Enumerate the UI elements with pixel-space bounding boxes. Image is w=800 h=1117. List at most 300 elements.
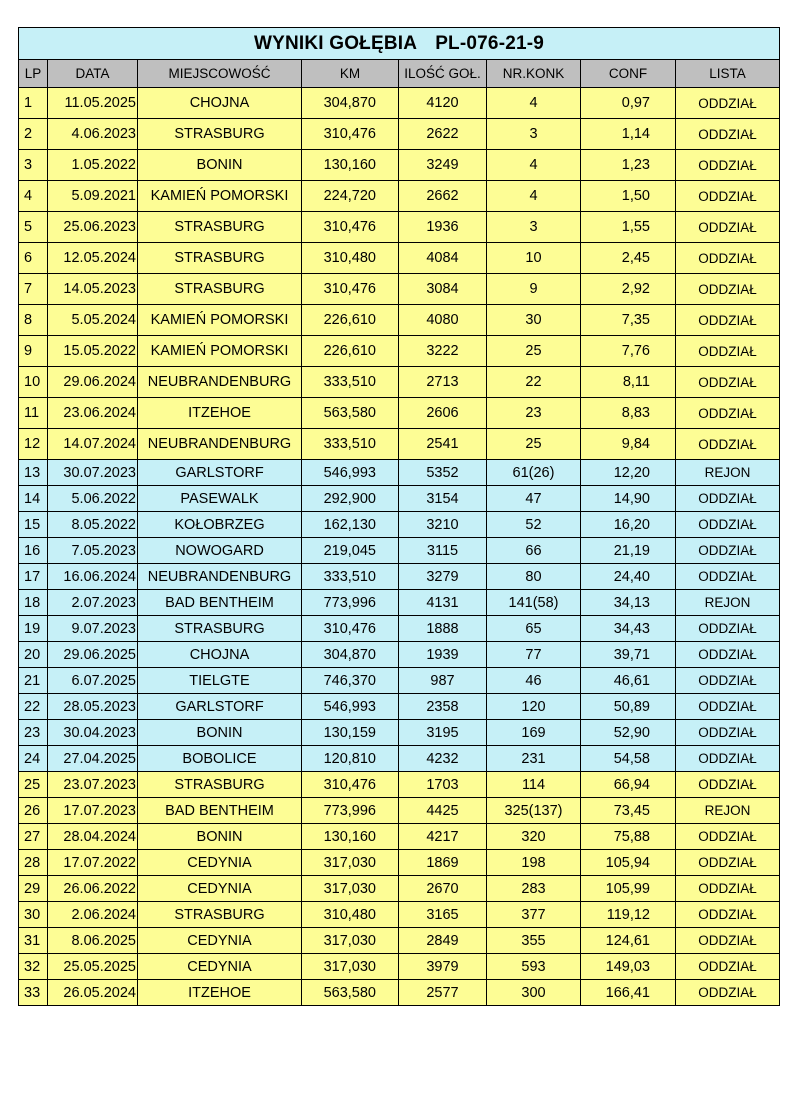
table-row [19, 824, 780, 850]
cell-place: STRASBURG [138, 212, 302, 243]
cell-date: 1.05.2022 [48, 150, 138, 181]
cell-position: 300 [487, 980, 581, 1006]
cell-list: ODDZIAŁ [676, 88, 780, 119]
cell-coefficient: 54,58 [581, 746, 676, 772]
cell-coefficient: 24,40 [581, 564, 676, 590]
cell-place: STRASBURG [138, 274, 302, 305]
cell-date: 4.06.2023 [48, 119, 138, 150]
table-row [19, 772, 780, 798]
cell-km: 310,476 [302, 119, 399, 150]
cell-coefficient: 105,94 [581, 850, 676, 876]
cell-list: ODDZIAŁ [676, 512, 780, 538]
cell-lp: 18 [19, 590, 48, 616]
cell-list: ODDZIAŁ [676, 150, 780, 181]
cell-lp: 11 [19, 398, 48, 429]
cell-place: PASEWALK [138, 486, 302, 512]
cell-date: 12.05.2024 [48, 243, 138, 274]
cell-date: 29.06.2025 [48, 642, 138, 668]
cell-list: ODDZIAŁ [676, 429, 780, 460]
cell-pigeon-count: 3084 [399, 274, 487, 305]
cell-position: 25 [487, 336, 581, 367]
cell-date: 14.07.2024 [48, 429, 138, 460]
cell-position: 25 [487, 429, 581, 460]
cell-place: CEDYNIA [138, 928, 302, 954]
column-header-conf: CONF [581, 60, 676, 88]
cell-date: 23.06.2024 [48, 398, 138, 429]
cell-lp: 4 [19, 181, 48, 212]
cell-list: ODDZIAŁ [676, 274, 780, 305]
cell-lp: 27 [19, 824, 48, 850]
table-row [19, 538, 780, 564]
cell-pigeon-count: 987 [399, 668, 487, 694]
cell-pigeon-count: 3249 [399, 150, 487, 181]
cell-km: 130,160 [302, 824, 399, 850]
cell-position: 22 [487, 367, 581, 398]
cell-date: 17.07.2022 [48, 850, 138, 876]
cell-km: 333,510 [302, 564, 399, 590]
cell-pigeon-count: 1939 [399, 642, 487, 668]
cell-km: 310,480 [302, 902, 399, 928]
cell-position: 120 [487, 694, 581, 720]
table-row [19, 902, 780, 928]
cell-list: ODDZIAŁ [676, 398, 780, 429]
cell-place: BONIN [138, 720, 302, 746]
cell-date: 26.06.2022 [48, 876, 138, 902]
cell-position: 66 [487, 538, 581, 564]
cell-date: 23.07.2023 [48, 772, 138, 798]
cell-lp: 28 [19, 850, 48, 876]
cell-list: ODDZIAŁ [676, 850, 780, 876]
cell-km: 546,993 [302, 694, 399, 720]
cell-pigeon-count: 1869 [399, 850, 487, 876]
cell-km: 746,370 [302, 668, 399, 694]
cell-coefficient: 39,71 [581, 642, 676, 668]
cell-list: ODDZIAŁ [676, 980, 780, 1006]
cell-km: 310,476 [302, 616, 399, 642]
table-row [19, 150, 780, 181]
cell-coefficient: 0,97 [581, 88, 676, 119]
cell-coefficient: 16,20 [581, 512, 676, 538]
cell-lp: 6 [19, 243, 48, 274]
cell-coefficient: 105,99 [581, 876, 676, 902]
cell-lp: 23 [19, 720, 48, 746]
cell-position: 46 [487, 668, 581, 694]
cell-lp: 26 [19, 798, 48, 824]
cell-km: 219,045 [302, 538, 399, 564]
table-row [19, 119, 780, 150]
cell-coefficient: 46,61 [581, 668, 676, 694]
cell-list: ODDZIAŁ [676, 564, 780, 590]
cell-lp: 5 [19, 212, 48, 243]
cell-lp: 22 [19, 694, 48, 720]
cell-coefficient: 8,83 [581, 398, 676, 429]
cell-place: GARLSTORF [138, 460, 302, 486]
cell-place: STRASBURG [138, 772, 302, 798]
cell-place: NEUBRANDENBURG [138, 367, 302, 398]
table-body [19, 88, 780, 1006]
cell-lp: 7 [19, 274, 48, 305]
table-row [19, 642, 780, 668]
cell-date: 9.07.2023 [48, 616, 138, 642]
cell-date: 25.06.2023 [48, 212, 138, 243]
cell-pigeon-count: 4232 [399, 746, 487, 772]
cell-pigeon-count: 1936 [399, 212, 487, 243]
cell-date: 2.06.2024 [48, 902, 138, 928]
cell-km: 304,870 [302, 88, 399, 119]
cell-pigeon-count: 2849 [399, 928, 487, 954]
cell-pigeon-count: 2541 [399, 429, 487, 460]
cell-pigeon-count: 2662 [399, 181, 487, 212]
cell-km: 310,476 [302, 772, 399, 798]
cell-lp: 10 [19, 367, 48, 398]
table-row [19, 274, 780, 305]
cell-coefficient: 1,55 [581, 212, 676, 243]
table-row [19, 798, 780, 824]
cell-list: ODDZIAŁ [676, 538, 780, 564]
cell-date: 14.05.2023 [48, 274, 138, 305]
cell-lp: 9 [19, 336, 48, 367]
cell-place: BAD BENTHEIM [138, 798, 302, 824]
cell-list: REJON [676, 460, 780, 486]
cell-position: 593 [487, 954, 581, 980]
cell-position: 4 [487, 88, 581, 119]
cell-km: 317,030 [302, 928, 399, 954]
cell-lp: 30 [19, 902, 48, 928]
cell-coefficient: 8,11 [581, 367, 676, 398]
cell-date: 28.04.2024 [48, 824, 138, 850]
cell-coefficient: 166,41 [581, 980, 676, 1006]
cell-pigeon-count: 4084 [399, 243, 487, 274]
cell-position: 169 [487, 720, 581, 746]
cell-position: 3 [487, 119, 581, 150]
cell-place: CEDYNIA [138, 954, 302, 980]
cell-coefficient: 2,45 [581, 243, 676, 274]
table-row [19, 486, 780, 512]
cell-pigeon-count: 3979 [399, 954, 487, 980]
column-header-km: KM [302, 60, 399, 88]
cell-date: 5.09.2021 [48, 181, 138, 212]
cell-lp: 20 [19, 642, 48, 668]
cell-km: 773,996 [302, 798, 399, 824]
cell-coefficient: 75,88 [581, 824, 676, 850]
cell-position: 61(26) [487, 460, 581, 486]
cell-date: 6.07.2025 [48, 668, 138, 694]
table-title [19, 28, 780, 60]
cell-place: BONIN [138, 824, 302, 850]
table-row [19, 460, 780, 486]
cell-pigeon-count: 4425 [399, 798, 487, 824]
cell-place: KAMIEŃ POMORSKI [138, 181, 302, 212]
cell-place: CEDYNIA [138, 876, 302, 902]
cell-position: 47 [487, 486, 581, 512]
cell-place: STRASBURG [138, 243, 302, 274]
cell-pigeon-count: 3195 [399, 720, 487, 746]
cell-list: ODDZIAŁ [676, 876, 780, 902]
column-header-row [19, 60, 780, 88]
table-row [19, 336, 780, 367]
cell-km: 773,996 [302, 590, 399, 616]
cell-list: ODDZIAŁ [676, 616, 780, 642]
cell-lp: 1 [19, 88, 48, 119]
cell-coefficient: 14,90 [581, 486, 676, 512]
cell-list: ODDZIAŁ [676, 243, 780, 274]
cell-place: ITZEHOE [138, 980, 302, 1006]
cell-position: 4 [487, 181, 581, 212]
table-row [19, 694, 780, 720]
cell-list: REJON [676, 798, 780, 824]
cell-date: 16.06.2024 [48, 564, 138, 590]
cell-km: 317,030 [302, 876, 399, 902]
cell-pigeon-count: 3210 [399, 512, 487, 538]
cell-list: ODDZIAŁ [676, 720, 780, 746]
cell-place: STRASBURG [138, 902, 302, 928]
cell-lp: 19 [19, 616, 48, 642]
cell-list: ODDZIAŁ [676, 212, 780, 243]
cell-place: TIELGTE [138, 668, 302, 694]
cell-km: 304,870 [302, 642, 399, 668]
cell-pigeon-count: 4120 [399, 88, 487, 119]
cell-list: ODDZIAŁ [676, 694, 780, 720]
cell-position: 325(137) [487, 798, 581, 824]
cell-pigeon-count: 4217 [399, 824, 487, 850]
cell-coefficient: 66,94 [581, 772, 676, 798]
title-row [19, 28, 780, 60]
cell-km: 310,476 [302, 212, 399, 243]
cell-coefficient: 73,45 [581, 798, 676, 824]
cell-km: 333,510 [302, 367, 399, 398]
cell-list: ODDZIAŁ [676, 902, 780, 928]
cell-list: ODDZIAŁ [676, 305, 780, 336]
column-header-lp: LP [19, 60, 48, 88]
cell-coefficient: 21,19 [581, 538, 676, 564]
cell-lp: 29 [19, 876, 48, 902]
pigeon-id: PL-076-21-9 [435, 32, 545, 54]
cell-km: 333,510 [302, 429, 399, 460]
table-row [19, 876, 780, 902]
cell-list: ODDZIAŁ [676, 824, 780, 850]
cell-date: 30.04.2023 [48, 720, 138, 746]
column-header-nr-konk: NR.KONK [487, 60, 581, 88]
cell-lp: 3 [19, 150, 48, 181]
cell-list: ODDZIAŁ [676, 928, 780, 954]
cell-km: 563,580 [302, 980, 399, 1006]
cell-position: 377 [487, 902, 581, 928]
column-header-lista: LISTA [676, 60, 780, 88]
cell-place: ITZEHOE [138, 398, 302, 429]
cell-place: NOWOGARD [138, 538, 302, 564]
cell-lp: 2 [19, 119, 48, 150]
cell-pigeon-count: 5352 [399, 460, 487, 486]
cell-list: ODDZIAŁ [676, 119, 780, 150]
cell-date: 29.06.2024 [48, 367, 138, 398]
cell-pigeon-count: 3115 [399, 538, 487, 564]
cell-km: 130,160 [302, 150, 399, 181]
title-text: WYNIKI GOŁĘBIA [253, 32, 418, 54]
cell-pigeon-count: 2670 [399, 876, 487, 902]
cell-list: REJON [676, 590, 780, 616]
cell-list: ODDZIAŁ [676, 486, 780, 512]
table-row [19, 720, 780, 746]
cell-place: STRASBURG [138, 119, 302, 150]
cell-coefficient: 2,92 [581, 274, 676, 305]
cell-position: 80 [487, 564, 581, 590]
cell-lp: 24 [19, 746, 48, 772]
table-row [19, 398, 780, 429]
cell-date: 2.07.2023 [48, 590, 138, 616]
cell-lp: 15 [19, 512, 48, 538]
cell-date: 8.05.2022 [48, 512, 138, 538]
cell-pigeon-count: 2577 [399, 980, 487, 1006]
cell-date: 30.07.2023 [48, 460, 138, 486]
cell-list: ODDZIAŁ [676, 746, 780, 772]
cell-pigeon-count: 3154 [399, 486, 487, 512]
cell-place: STRASBURG [138, 616, 302, 642]
cell-place: GARLSTORF [138, 694, 302, 720]
cell-coefficient: 9,84 [581, 429, 676, 460]
table-row [19, 954, 780, 980]
cell-date: 15.05.2022 [48, 336, 138, 367]
cell-pigeon-count: 1703 [399, 772, 487, 798]
table-row [19, 212, 780, 243]
column-header-miejscowosc: MIEJSCOWOŚĆ [138, 60, 302, 88]
cell-position: 320 [487, 824, 581, 850]
table-row [19, 850, 780, 876]
cell-pigeon-count: 1888 [399, 616, 487, 642]
cell-coefficient: 7,76 [581, 336, 676, 367]
cell-place: CEDYNIA [138, 850, 302, 876]
cell-date: 26.05.2024 [48, 980, 138, 1006]
cell-position: 283 [487, 876, 581, 902]
cell-position: 231 [487, 746, 581, 772]
table-row [19, 616, 780, 642]
cell-pigeon-count: 2622 [399, 119, 487, 150]
cell-date: 5.05.2024 [48, 305, 138, 336]
column-header-ilosc: ILOŚĆ GOŁ. [399, 60, 487, 88]
table-row [19, 305, 780, 336]
cell-km: 226,610 [302, 336, 399, 367]
cell-place: BAD BENTHEIM [138, 590, 302, 616]
cell-position: 3 [487, 212, 581, 243]
cell-pigeon-count: 3165 [399, 902, 487, 928]
cell-list: ODDZIAŁ [676, 642, 780, 668]
table-row [19, 746, 780, 772]
cell-place: CHOJNA [138, 642, 302, 668]
cell-lp: 8 [19, 305, 48, 336]
cell-km: 226,610 [302, 305, 399, 336]
cell-coefficient: 119,12 [581, 902, 676, 928]
cell-date: 17.07.2023 [48, 798, 138, 824]
cell-pigeon-count: 2713 [399, 367, 487, 398]
cell-place: BONIN [138, 150, 302, 181]
cell-list: ODDZIAŁ [676, 181, 780, 212]
cell-position: 23 [487, 398, 581, 429]
cell-km: 162,130 [302, 512, 399, 538]
cell-pigeon-count: 3279 [399, 564, 487, 590]
table-row [19, 88, 780, 119]
cell-km: 310,476 [302, 274, 399, 305]
cell-km: 224,720 [302, 181, 399, 212]
cell-position: 52 [487, 512, 581, 538]
cell-lp: 16 [19, 538, 48, 564]
cell-coefficient: 50,89 [581, 694, 676, 720]
cell-coefficient: 1,50 [581, 181, 676, 212]
cell-pigeon-count: 2606 [399, 398, 487, 429]
table-row [19, 429, 780, 460]
cell-position: 65 [487, 616, 581, 642]
cell-lp: 17 [19, 564, 48, 590]
results-table [18, 27, 780, 1006]
cell-km: 120,810 [302, 746, 399, 772]
cell-date: 28.05.2023 [48, 694, 138, 720]
cell-date: 27.04.2025 [48, 746, 138, 772]
cell-coefficient: 124,61 [581, 928, 676, 954]
cell-km: 310,480 [302, 243, 399, 274]
cell-coefficient: 52,90 [581, 720, 676, 746]
cell-km: 130,159 [302, 720, 399, 746]
table-row [19, 668, 780, 694]
cell-place: KAMIEŃ POMORSKI [138, 305, 302, 336]
cell-pigeon-count: 4080 [399, 305, 487, 336]
cell-coefficient: 12,20 [581, 460, 676, 486]
cell-list: ODDZIAŁ [676, 772, 780, 798]
cell-place: BOBOLICE [138, 746, 302, 772]
cell-place: KAMIEŃ POMORSKI [138, 336, 302, 367]
column-header-data: DATA [48, 60, 138, 88]
cell-lp: 13 [19, 460, 48, 486]
table-row [19, 243, 780, 274]
cell-coefficient: 1,14 [581, 119, 676, 150]
cell-list: ODDZIAŁ [676, 336, 780, 367]
cell-lp: 31 [19, 928, 48, 954]
cell-position: 355 [487, 928, 581, 954]
table-row [19, 590, 780, 616]
cell-date: 7.05.2023 [48, 538, 138, 564]
cell-date: 11.05.2025 [48, 88, 138, 119]
cell-position: 4 [487, 150, 581, 181]
cell-pigeon-count: 2358 [399, 694, 487, 720]
table-row [19, 181, 780, 212]
cell-lp: 14 [19, 486, 48, 512]
cell-position: 30 [487, 305, 581, 336]
cell-pigeon-count: 4131 [399, 590, 487, 616]
cell-list: ODDZIAŁ [676, 367, 780, 398]
cell-position: 141(58) [487, 590, 581, 616]
cell-position: 77 [487, 642, 581, 668]
cell-lp: 25 [19, 772, 48, 798]
cell-km: 317,030 [302, 850, 399, 876]
cell-coefficient: 1,23 [581, 150, 676, 181]
table-row [19, 367, 780, 398]
cell-position: 198 [487, 850, 581, 876]
cell-date: 8.06.2025 [48, 928, 138, 954]
cell-position: 10 [487, 243, 581, 274]
cell-place: NEUBRANDENBURG [138, 564, 302, 590]
cell-km: 317,030 [302, 954, 399, 980]
cell-lp: 32 [19, 954, 48, 980]
cell-lp: 33 [19, 980, 48, 1006]
cell-date: 5.06.2022 [48, 486, 138, 512]
cell-place: NEUBRANDENBURG [138, 429, 302, 460]
cell-lp: 21 [19, 668, 48, 694]
cell-km: 546,993 [302, 460, 399, 486]
cell-coefficient: 149,03 [581, 954, 676, 980]
table-row [19, 928, 780, 954]
cell-date: 25.05.2025 [48, 954, 138, 980]
table-row [19, 512, 780, 538]
table-row [19, 564, 780, 590]
cell-coefficient: 34,13 [581, 590, 676, 616]
cell-lp: 12 [19, 429, 48, 460]
